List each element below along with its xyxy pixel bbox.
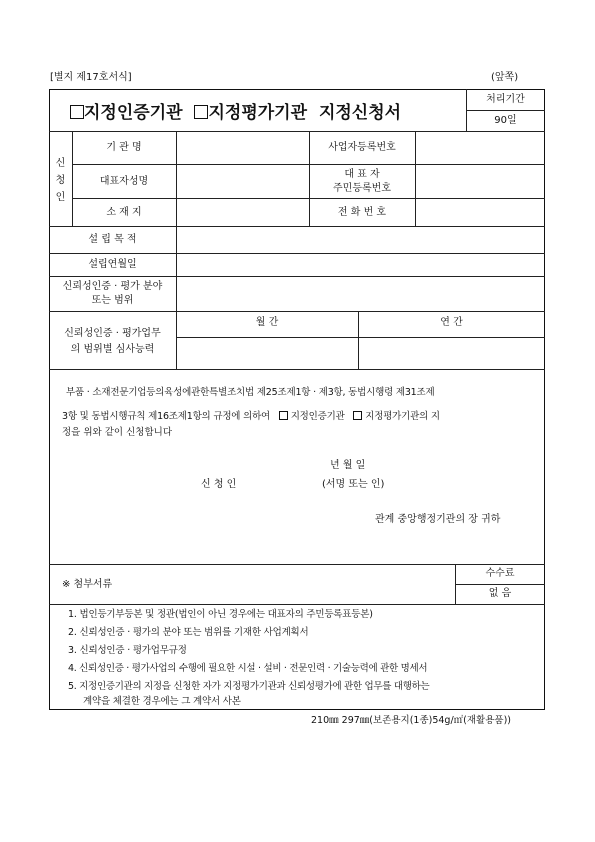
applicant-group-label: 신 청 인 (55, 158, 66, 203)
purpose-label: 설 립 목 적 (88, 234, 137, 245)
representative-name-field[interactable] (177, 165, 308, 198)
attachment-item: 5. 지정인증기관의 지정을 신청한 자가 지정평가기관과 신뢰성평가에 관한 업무를 대행하는 (68, 681, 430, 692)
page-side-label: (앞쪽) (491, 72, 519, 83)
form-number: [별지 제17호서식] (50, 72, 132, 83)
title-option-evaluation: 지정평가기관 (208, 103, 308, 123)
purpose-field[interactable] (177, 227, 544, 253)
applicant-signature-label: 신 청 인 (201, 479, 237, 490)
business-reg-number-label: 사업자등록번호 (328, 142, 396, 153)
checkbox-certification-agency[interactable] (70, 105, 84, 119)
monthly-capacity-field[interactable] (177, 338, 357, 369)
representative-name-label: 대표자성명 (99, 176, 149, 187)
annual-header: 연 간 (440, 317, 463, 328)
addressee: 관계 중앙행정기관의 장 귀하 (375, 514, 501, 525)
attachment-item: 2. 신뢰성인증 · 평가의 분야 또는 범위를 기재한 사업계획서 (68, 627, 309, 638)
attachment-item-continuation: 계약을 체결한 경우에는 그 계약서 사본 (83, 696, 241, 707)
founding-date-label: 설립연월일 (88, 259, 137, 270)
statement-line-2: 3항 및 동법시행규칙 제16조제1항의 규정에 의하여 지정인증기관 지정평가기관의 지 (62, 411, 440, 422)
processing-period-value: 90일 (494, 115, 517, 126)
form-title (70, 98, 401, 122)
phone-label: 전 화 번 호 (337, 207, 387, 218)
paper-spec-footer: 210㎜ 297㎜(보존용지(1종)54g/㎡(재활용품)) (311, 715, 511, 726)
attachment-item: 3. 신뢰성인증 · 평가업무규정 (68, 645, 187, 656)
title-option-certification: 지정인증기관 (84, 103, 183, 123)
application-date: 년 월 일 (330, 460, 366, 471)
fee-label: 수수료 (485, 568, 515, 579)
representative-id-label: 대 표 자 주민등록번호 (333, 169, 391, 194)
scope-label: 신뢰성인증 · 평가 분야 또는 범위 (62, 281, 163, 306)
statement-line-1: 부품 · 소재전문기업등의육성에관한특별조치법 제25조제1항 · 제3항, 동법시행령 제31조제 (66, 387, 435, 398)
processing-period-label: 처리기간 (486, 94, 525, 105)
address-field[interactable] (177, 199, 308, 226)
capacity-label: 신뢰성인증 · 평가업무 의 범위별 심사능력 (64, 328, 161, 355)
checkbox-statement-evaluation[interactable] (353, 411, 362, 420)
annual-capacity-field[interactable] (359, 338, 544, 369)
representative-id-field[interactable] (416, 165, 544, 198)
founding-date-field[interactable] (177, 254, 544, 276)
monthly-header: 월 간 (255, 317, 279, 328)
agency-name-field[interactable] (177, 132, 308, 164)
applicant-name-field[interactable] (245, 474, 315, 492)
checkbox-evaluation-agency[interactable] (194, 105, 208, 119)
signature-note: (서명 또는 인) (322, 479, 385, 490)
agency-name-label: 기 관 명 (106, 142, 142, 153)
attachment-item: 1. 법인등기부등본 및 정관(법인이 아닌 경우에는 대표자의 주민등록표등본) (68, 609, 373, 620)
address-label: 소 재 지 (106, 207, 142, 218)
checkbox-statement-certification[interactable] (279, 411, 288, 420)
title-suffix: 지정신청서 (318, 103, 402, 123)
phone-field[interactable] (416, 199, 544, 226)
statement-line-3: 정을 위와 같이 신청합니다 (62, 427, 173, 438)
fee-value: 없 음 (488, 588, 512, 599)
business-reg-number-field[interactable] (416, 132, 544, 164)
attachment-item: 4. 신뢰성인증 · 평가사업의 수행에 필요한 시설 · 설비 · 전문인력 · 기술능력에 관한 명세서 (68, 663, 428, 674)
scope-field[interactable] (177, 277, 544, 311)
attachments-header: ※ 첨부서류 (62, 579, 113, 590)
